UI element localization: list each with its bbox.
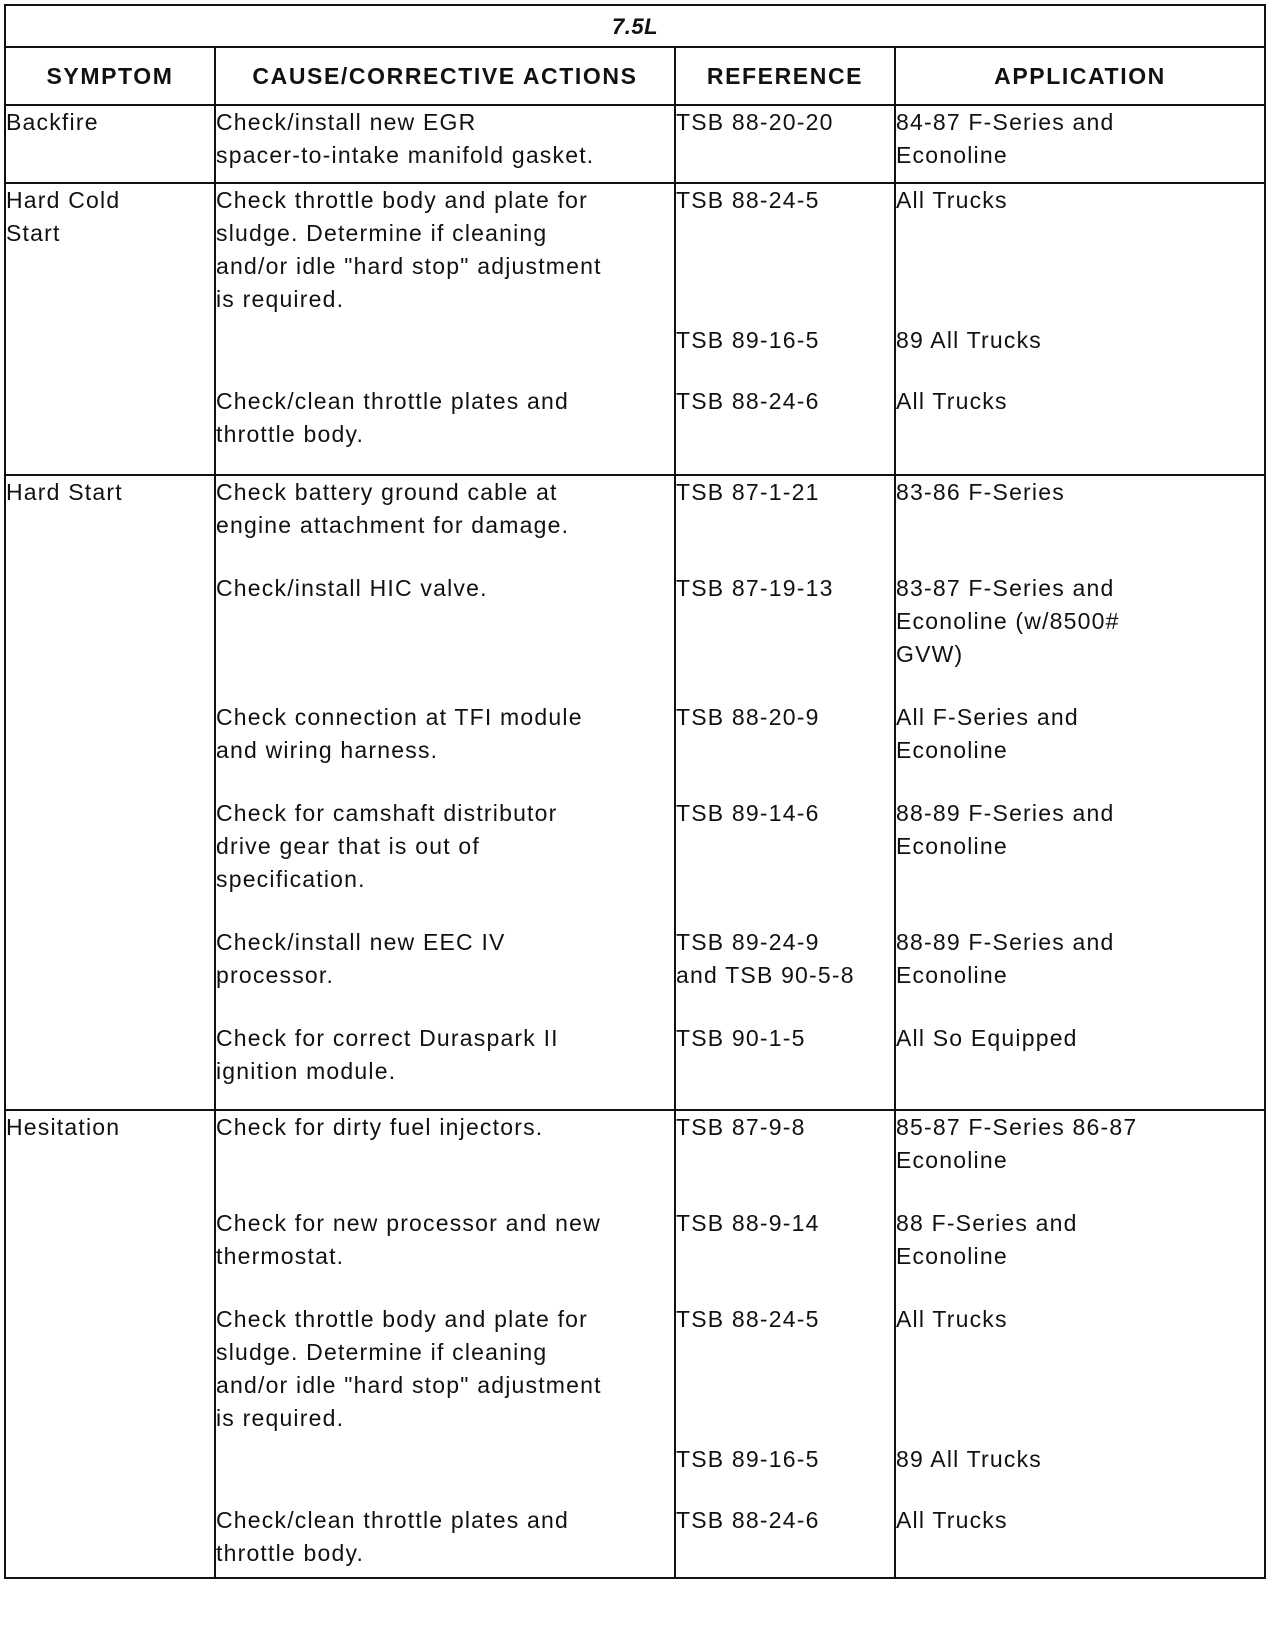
text-line: and TSB 90-5-8 (676, 962, 855, 988)
header-symptom: SYMPTOM (5, 47, 215, 105)
text-line: All Trucks (896, 187, 1008, 213)
text-line: TSB 88-20-20 (676, 109, 834, 135)
entry-block (216, 1504, 674, 1570)
table-row (5, 105, 1265, 183)
text-line: and wiring harness. (216, 737, 439, 763)
text-line: Check/install new EGR (216, 109, 477, 135)
text-line: TSB 87-1-21 (676, 479, 820, 505)
text-line: Econoline (896, 833, 1008, 859)
header-cause: CAUSE/CORRECTIVE ACTIONS (215, 47, 675, 105)
cause-cell (215, 183, 675, 475)
text-line: TSB 87-19-13 (676, 575, 834, 601)
text-line: 84-87 F-Series and (896, 109, 1115, 135)
text-line: Check throttle body and plate for (216, 1306, 589, 1332)
entry-block (216, 385, 674, 451)
text-line: and/or idle "hard stop" adjustment (216, 253, 602, 279)
cause-cell (215, 1110, 675, 1578)
table-row (5, 475, 1265, 1110)
text-line: processor. (216, 962, 335, 988)
text-line: is required. (216, 1405, 345, 1431)
entry-block (216, 797, 674, 896)
entry-block (676, 184, 894, 316)
text-line: throttle body. (216, 421, 365, 447)
text-line: Check for dirty fuel injectors. (216, 1114, 544, 1140)
text-line: TSB 87-9-8 (676, 1114, 806, 1140)
entry-block (216, 572, 674, 671)
text-line: TSB 89-14-6 (676, 800, 820, 826)
application-cell (895, 183, 1265, 475)
text-line: 85-87 F-Series 86-87 (896, 1114, 1138, 1140)
symptom-cell (5, 475, 215, 1110)
text-line: 83-86 F-Series (896, 479, 1065, 505)
entry-block (216, 701, 674, 767)
application-cell (895, 1110, 1265, 1578)
text-line: Econoline (896, 1243, 1008, 1269)
entry-block (676, 385, 894, 451)
entry-block (676, 106, 894, 172)
entry-block (896, 1111, 1264, 1177)
text-line: 88-89 F-Series and (896, 800, 1115, 826)
reference-cell (675, 183, 895, 475)
entry-block (676, 1443, 894, 1476)
cause-cell (215, 105, 675, 183)
text-line: TSB 88-24-6 (676, 1507, 820, 1533)
text-line: TSB 88-24-6 (676, 388, 820, 414)
entry-block (676, 324, 894, 357)
text-line: Check for correct Duraspark II (216, 1025, 559, 1051)
entry-block (216, 476, 674, 542)
text-line: thermostat. (216, 1243, 345, 1269)
table-title: 7.5L (5, 5, 1265, 47)
application-cell (895, 475, 1265, 1110)
text-line: Check for new processor and new (216, 1210, 601, 1236)
table-body (5, 105, 1265, 1578)
text-line: Check/install HIC valve. (216, 575, 488, 601)
entry-block (896, 1504, 1264, 1570)
entry-block (216, 184, 674, 316)
diagnosis-table (4, 4, 1266, 1579)
text-line: All So Equipped (896, 1025, 1078, 1051)
symptom-cell (5, 1110, 215, 1578)
text-line: Check connection at TFI module (216, 704, 583, 730)
entry-block (896, 106, 1264, 172)
text-line: All Trucks (896, 1507, 1008, 1533)
text-line: All Trucks (896, 388, 1008, 414)
text-line: 89 All Trucks (896, 1446, 1042, 1472)
text-line: TSB 88-9-14 (676, 1210, 820, 1236)
title-row (5, 5, 1265, 47)
header-application: APPLICATION (895, 47, 1265, 105)
text-line: Check/clean throttle plates and (216, 388, 570, 414)
text-line: Hard Start (6, 479, 123, 505)
entry-block (216, 1303, 674, 1435)
text-line: 88 F-Series and (896, 1210, 1078, 1236)
entry-block (676, 701, 894, 767)
entry-block (676, 476, 894, 542)
text-line: ignition module. (216, 1058, 397, 1084)
text-line: Econoline (896, 1147, 1008, 1173)
entry-block (676, 1207, 894, 1273)
reference-cell (675, 105, 895, 183)
text-line: TSB 88-24-5 (676, 1306, 820, 1332)
text-line: TSB 89-24-9 (676, 929, 820, 955)
entry-block (896, 385, 1264, 451)
text-line: TSB 89-16-5 (676, 1446, 820, 1472)
cause-cell (215, 475, 675, 1110)
text-line: engine attachment for damage. (216, 512, 570, 538)
text-line: Hard Cold (6, 187, 121, 213)
text-line: Check for camshaft distributor (216, 800, 558, 826)
text-line: All F-Series and (896, 704, 1079, 730)
entry-block (216, 1207, 674, 1273)
text-line: TSB 89-16-5 (676, 327, 820, 353)
entry-block (676, 1022, 894, 1088)
text-line: 89 All Trucks (896, 327, 1042, 353)
text-line: Econoline (w/8500# (896, 608, 1120, 634)
entry-block (896, 701, 1264, 767)
entry-block (896, 1443, 1264, 1476)
header-row (5, 47, 1265, 105)
text-line: Check battery ground cable at (216, 479, 558, 505)
text-line: GVW) (896, 641, 964, 667)
text-line: 88-89 F-Series and (896, 929, 1115, 955)
text-line: sludge. Determine if cleaning (216, 1339, 548, 1365)
entry-block (896, 1022, 1264, 1088)
entry-block (216, 1443, 674, 1476)
entry-block (896, 476, 1264, 542)
entry-block (216, 106, 674, 172)
text-line: Econoline (896, 737, 1008, 763)
entry-block (216, 926, 674, 992)
text-line: drive gear that is out of (216, 833, 480, 859)
entry-block (216, 324, 674, 357)
reference-cell (675, 1110, 895, 1578)
entry-block (896, 797, 1264, 896)
text-line: TSB 90-1-5 (676, 1025, 806, 1051)
text-line: throttle body. (216, 1540, 365, 1566)
text-line: Start (6, 220, 61, 246)
entry-block (676, 797, 894, 896)
text-line: TSB 88-24-5 (676, 187, 820, 213)
entry-block (676, 1303, 894, 1435)
entry-block (216, 1111, 674, 1177)
entry-block (896, 184, 1264, 316)
text-line: TSB 88-20-9 (676, 704, 820, 730)
text-line: Check/install new EEC IV (216, 929, 506, 955)
symptom-cell (5, 183, 215, 475)
text-line: Econoline (896, 142, 1008, 168)
entry-block (676, 1504, 894, 1570)
symptom-cell (5, 105, 215, 183)
text-line: Backfire (6, 109, 99, 135)
text-line: sludge. Determine if cleaning (216, 220, 548, 246)
text-line: Check/clean throttle plates and (216, 1507, 570, 1533)
text-line: 83-87 F-Series and (896, 575, 1115, 601)
entry-block (896, 926, 1264, 992)
entry-block (896, 324, 1264, 357)
entry-block (676, 926, 894, 992)
table-row (5, 1110, 1265, 1578)
entry-block (896, 572, 1264, 671)
header-reference: REFERENCE (675, 47, 895, 105)
text-line: Econoline (896, 962, 1008, 988)
text-line: is required. (216, 286, 345, 312)
application-cell (895, 105, 1265, 183)
table-row (5, 183, 1265, 475)
text-line: spacer-to-intake manifold gasket. (216, 142, 595, 168)
text-line: Check throttle body and plate for (216, 187, 589, 213)
entry-block (896, 1207, 1264, 1273)
text-line: Hesitation (6, 1114, 121, 1140)
entry-block (216, 1022, 674, 1088)
text-line: All Trucks (896, 1306, 1008, 1332)
text-line: specification. (216, 866, 366, 892)
text-line: and/or idle "hard stop" adjustment (216, 1372, 602, 1398)
entry-block (676, 1111, 894, 1177)
entry-block (676, 572, 894, 671)
reference-cell (675, 475, 895, 1110)
entry-block (896, 1303, 1264, 1435)
